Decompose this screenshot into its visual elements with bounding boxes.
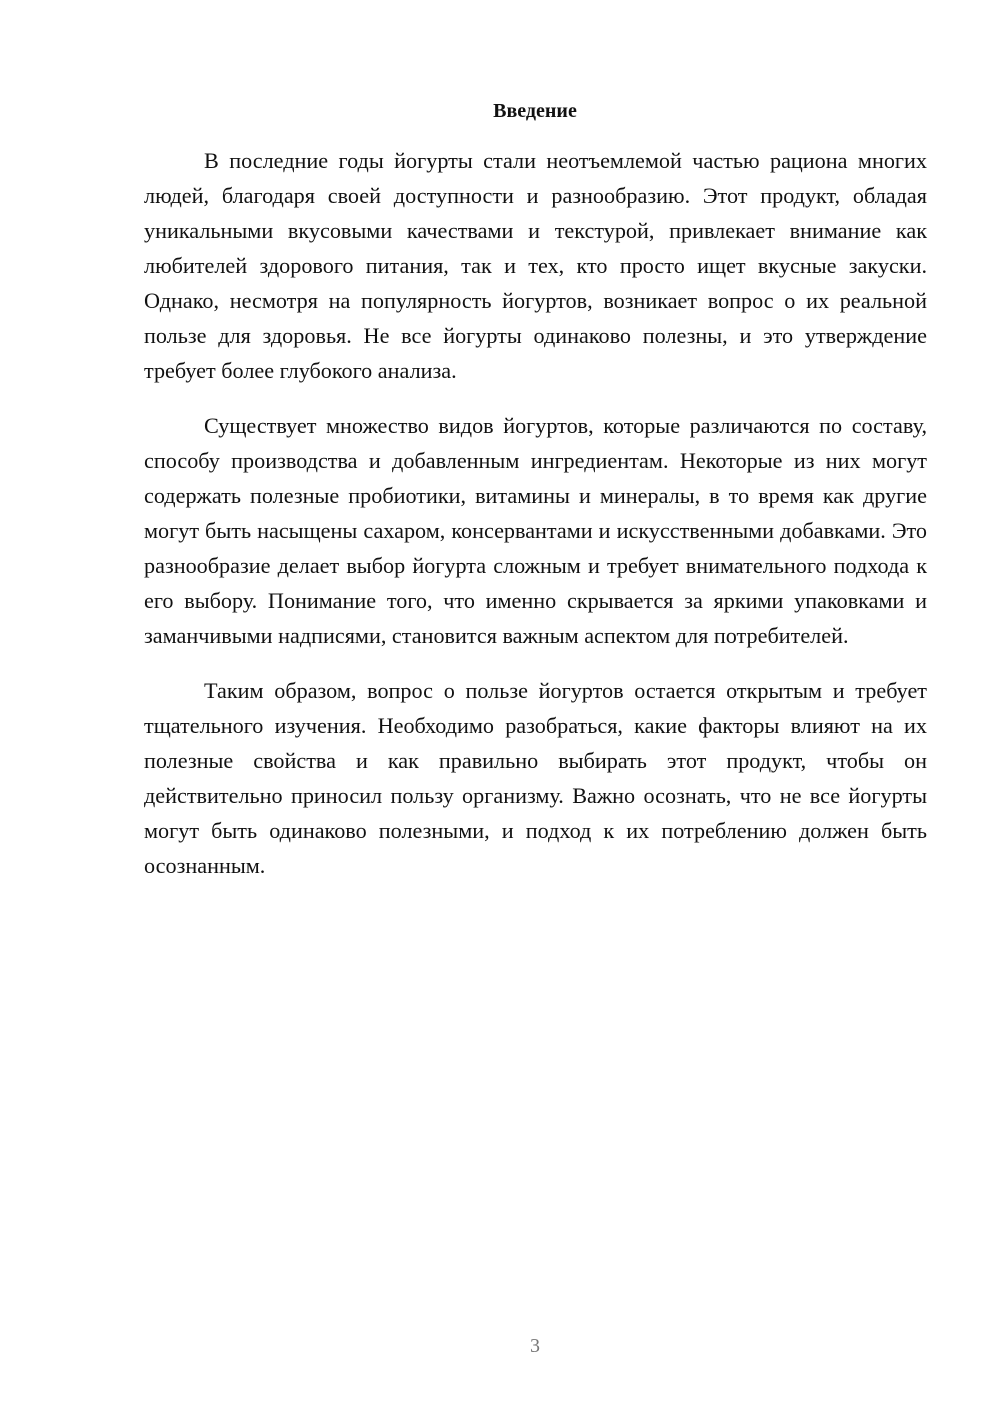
document-body (144, 143, 927, 903)
paragraph-2: Существует множество видов йогуртов, которые различаются по составу, способу производства и добавленным ингредиентам. Некоторые из них могут содержать полезные пробиотики, витамины и минералы, в то время как другие могут быть насыщены сахаром, консервантами и искусственными добавками. Это разнообразие делает выбор йогурта сложным и требует внимательного подхода к его выбору. Понимание того, что именно скрывается за яркими упаковками и заманчивыми надписями, становится важным аспектом для потребителей. (144, 413, 927, 648)
paragraph-1: В последние годы йогурты стали неотъемлемой частью рациона многих людей, благодаря своей доступности и разнообразию. Этот продукт, обладая уникальными вкусовыми качествами и текстурой, привлекает внимание как любителей здорового питания, так и тех, кто просто ищет вкусные закуски. Однако, несмотря на популярность йогуртов, возникает вопрос о их реальной пользе для здоровья. Не все йогурты одинаково полезны, и это утверждение требует более глубокого анализа. (144, 148, 927, 383)
page-number: 3 (530, 1335, 540, 1357)
paragraph-3: Таким образом, вопрос о пользе йогуртов остается открытым и требует тщательного изучения. Необходимо разобраться, какие факторы влияют на их полезные свойства и как правильно выбирать этот продукт, чтобы он действительно приносил пользу организму. Важно осознать, что не все йогурты могут быть одинаково полезными, и подход к их потреблению должен быть осознанным. (144, 678, 927, 878)
section-heading: Введение (493, 100, 577, 122)
